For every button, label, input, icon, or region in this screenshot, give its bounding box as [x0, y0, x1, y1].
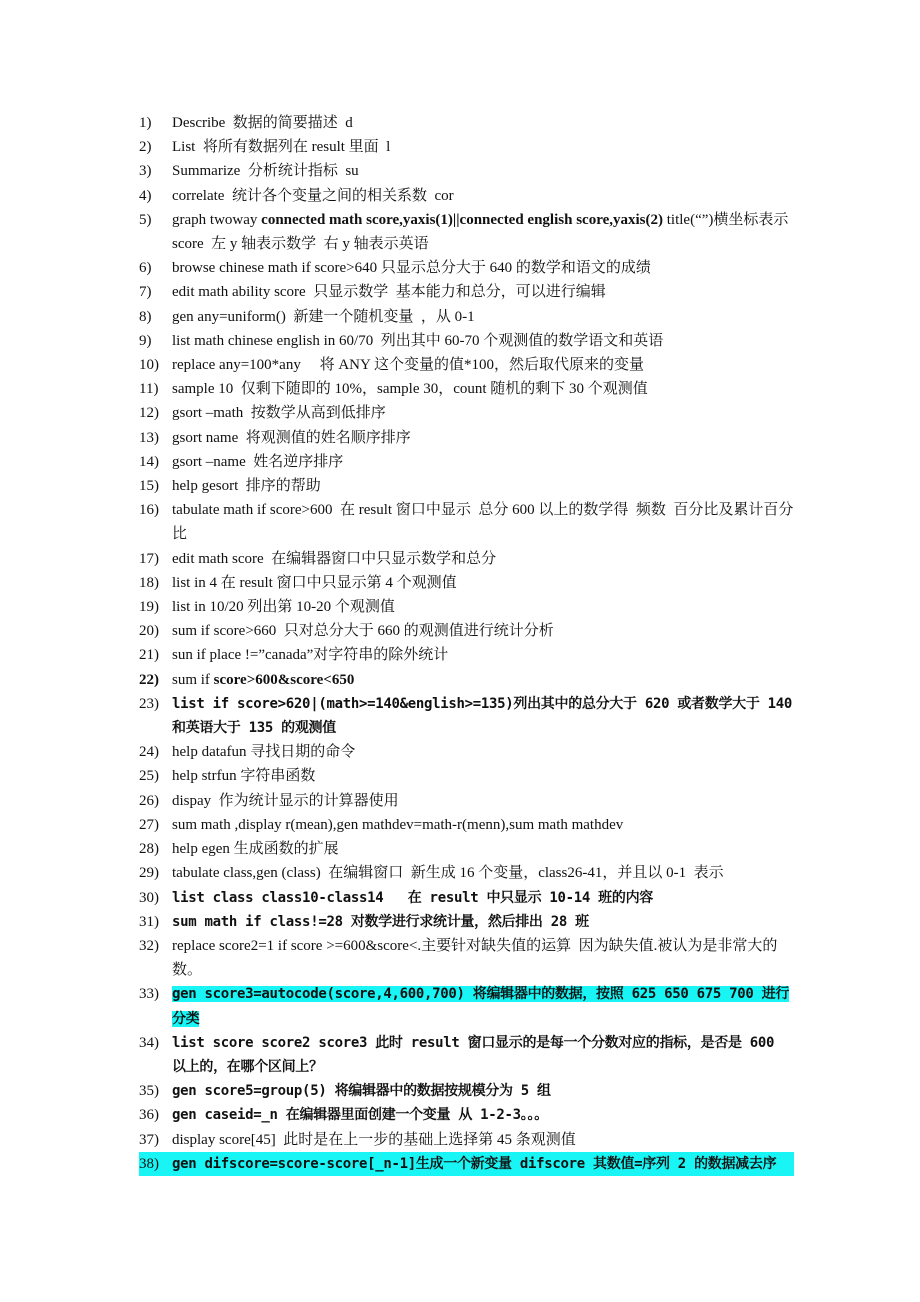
item-text [172, 619, 794, 643]
item-text [172, 377, 794, 401]
item-bold-segment: connected math score,yaxis(1)||connected english score,yaxis(2) [261, 211, 663, 228]
item-text-segment: gen score3=autocode(score,4,600,700) 将编辑器中的数据，按照 625 650 675 700 进行分类 [172, 986, 790, 1027]
item-number: 15) [139, 478, 159, 495]
list-item [139, 353, 794, 377]
item-number: 1) [139, 115, 152, 131]
list-item [139, 1128, 794, 1152]
item-number: 33) [139, 986, 159, 1003]
item-text [172, 256, 794, 280]
item-text-segment: dispay 作为统计显示的计算器使用 [172, 792, 399, 809]
item-text-segment: title(“”)横坐标表示 score 左 y 轴表示数学 右 y 轴表示英语 [172, 211, 793, 253]
command-list [139, 111, 801, 1176]
item-text [172, 426, 794, 450]
item-text [172, 668, 794, 692]
item-text-segment: help egen 生成函数的扩展 [172, 841, 339, 858]
item-text-segment: sum if [172, 671, 214, 688]
list-item [139, 982, 794, 1030]
item-number: 9) [139, 332, 152, 349]
list-item [139, 789, 794, 813]
item-text [172, 813, 794, 837]
item-text [172, 401, 794, 425]
item-text [172, 547, 794, 571]
list-item [139, 1031, 794, 1079]
item-text [172, 764, 794, 788]
list-item [139, 1152, 794, 1176]
item-text [172, 934, 794, 982]
item-text-segment: list class class10-class14 在 result 中只显示 10-14 班的内容 [172, 889, 653, 906]
item-text [172, 692, 801, 740]
item-text-segment: list in 10/20 列出第 10-20 个观测值 [172, 599, 395, 616]
item-text [172, 1079, 794, 1103]
item-number: 16) [139, 502, 159, 519]
list-item [139, 910, 794, 934]
item-text [172, 740, 794, 764]
list-item [139, 740, 794, 764]
item-text [172, 353, 794, 377]
item-number: 13) [139, 429, 159, 446]
item-text [172, 208, 794, 256]
list-item [139, 426, 794, 450]
item-number: 10) [139, 357, 159, 374]
item-text-segment: gen score5=group(5) 将编辑器中的数据按规模分为 5 组 [172, 1083, 551, 1100]
item-text-segment: tabulate math if score>600 在 result 窗口中显示 总分 600 以上的数学得 频数 百分比及累计百分比 [172, 502, 794, 543]
item-number: 2) [139, 139, 152, 156]
item-number: 21) [139, 647, 159, 664]
item-number: 36) [139, 1107, 159, 1124]
item-text-segment: sum math ,display r(mean),gen mathdev=math-r(menn),sum math mathdev [172, 816, 624, 833]
item-text-segment: gen difscore=score-score[_n-1]生成一个新变量 difscore 其数值=序列 2 的数据减去序 [172, 1155, 777, 1172]
item-text [172, 910, 794, 934]
item-number: 4) [139, 187, 152, 204]
list-item [139, 450, 794, 474]
item-text [172, 474, 794, 498]
list-item [139, 377, 794, 401]
list-item [139, 861, 794, 885]
item-text [172, 982, 794, 1030]
list-item [139, 184, 794, 208]
list-item [139, 135, 794, 159]
item-number: 31) [139, 913, 159, 930]
list-item [139, 643, 794, 667]
item-number: 6) [139, 260, 152, 277]
item-number: 38) [139, 1155, 159, 1172]
item-text-segment: gen any=uniform() 新建一个随机变量 ，从 0-1 [172, 308, 475, 325]
item-number: 27) [139, 816, 159, 833]
item-text-segment: edit math ability score 只显示数学 基本能力和总分，可以进行编辑 [172, 284, 606, 301]
item-text-segment: list in 4 在 result 窗口中只显示第 4 个观测值 [172, 574, 457, 591]
item-text-segment: display score[45] 此时是在上一步的基础上选择第 45 条观测值 [172, 1131, 576, 1148]
item-number: 22) [139, 671, 159, 688]
item-text [172, 1152, 794, 1176]
list-item [139, 474, 794, 498]
item-text-segment: gsort name 将观测值的姓名顺序排序 [172, 429, 411, 446]
item-text-segment: help gesort 排序的帮助 [172, 478, 321, 495]
list-item [139, 547, 794, 571]
item-text [172, 886, 794, 910]
item-number: 24) [139, 744, 159, 761]
list-item [139, 619, 794, 643]
item-text-segment: browse chinese math if score>640 只显示总分大于 640 的数学和语文的成绩 [172, 260, 651, 277]
item-number: 30) [139, 889, 159, 906]
item-number: 12) [139, 405, 159, 422]
list-item [139, 837, 794, 861]
item-number: 3) [139, 163, 152, 180]
item-number: 26) [139, 792, 159, 809]
list-item [139, 764, 794, 788]
item-bold-segment: score>600&score<650 [213, 671, 355, 688]
item-text-segment: Summarize 分析统计指标 su [172, 163, 359, 180]
item-text-segment: sum math if class!=28 对数学进行求统计量，然后排出 28 班 [172, 913, 589, 930]
list-item [139, 256, 794, 280]
item-text-segment: gen caseid=_n 在编辑器里面创建一个变量 从 1-2-3。。。 [172, 1107, 548, 1124]
item-number: 35) [139, 1083, 159, 1100]
item-text-segment: sample 10 仅剩下随即的 10%，sample 30，count 随机的剩下 30 个观测值 [172, 381, 648, 398]
item-text-segment: Describe 数据的简要描述 d [172, 115, 353, 131]
list-item [139, 111, 794, 135]
item-text [172, 1031, 794, 1079]
item-number: 14) [139, 453, 159, 470]
item-number: 18) [139, 574, 159, 591]
item-number: 37) [139, 1131, 159, 1148]
item-text [172, 450, 794, 474]
item-number: 23) [139, 695, 159, 712]
item-number: 32) [139, 937, 159, 954]
item-number: 20) [139, 623, 159, 640]
list-item [139, 692, 801, 740]
list-item [139, 595, 794, 619]
list-item [139, 401, 794, 425]
item-text-segment: tabulate class,gen (class) 在编辑窗口 新生成 16 个变量，class26-41，并且以 0-1 表示 [172, 865, 724, 882]
item-text [172, 837, 794, 861]
item-text-segment: list score score2 score3 此时 result 窗口显示的是每一个分数对应的指标，是否是 600 以上的，在哪个区间上？ [172, 1034, 783, 1075]
list-item [139, 208, 794, 256]
item-text [172, 643, 794, 667]
item-text-segment: correlate 统计各个变量之间的相关系数 cor [172, 187, 454, 204]
list-item [139, 571, 794, 595]
item-text [172, 498, 794, 546]
item-text-segment: replace any=100*any 将 ANY 这个变量的值*100，然后取代原来的变量 [172, 357, 645, 374]
item-text-segment: replace score2=1 if score >=600&score<.主要针对缺失值的运算 因为缺失值.被认为是非常大的数。 [172, 937, 778, 979]
item-text [172, 595, 794, 619]
item-text-segment: help strfun 字符串函数 [172, 768, 316, 785]
item-number: 29) [139, 865, 159, 882]
item-text-segment: sun if place !=”canada”对字符串的除外统计 [172, 647, 449, 664]
item-text [172, 184, 794, 208]
list-item [139, 886, 794, 910]
item-text [172, 789, 794, 813]
item-text [172, 159, 794, 183]
item-text-segment: graph twoway [172, 211, 262, 228]
item-text [172, 571, 794, 595]
item-number: 5) [139, 211, 152, 228]
item-text-segment: sum if score>660 只对总分大于 660 的观测值进行统计分析 [172, 623, 554, 640]
item-text-segment: help datafun 寻找日期的命令 [172, 744, 356, 761]
list-item [139, 159, 794, 183]
list-item [139, 668, 794, 692]
list-item [139, 329, 794, 353]
item-text [172, 329, 794, 353]
item-text [172, 1128, 794, 1152]
item-text [172, 280, 794, 304]
item-number: 7) [139, 284, 152, 301]
item-text-segment: edit math score 在编辑器窗口中只显示数学和总分 [172, 550, 497, 567]
item-text [172, 1103, 794, 1127]
item-text-segment: list if score>620|(math>=140&english>=135)列出其中的总分大于 620 或者数学大于 140 和英语大于 135 的观测值 [172, 695, 801, 737]
list-item [139, 305, 794, 329]
item-number: 17) [139, 550, 159, 567]
item-number: 19) [139, 599, 159, 616]
item-number: 8) [139, 308, 152, 325]
item-text [172, 135, 794, 159]
item-number: 11) [139, 381, 159, 398]
list-item [139, 498, 794, 546]
item-text-segment: gsort –name 姓名逆序排序 [172, 453, 344, 470]
item-text-segment: list math chinese english in 60/70 列出其中 60-70 个观测值的数学语文和英语 [172, 332, 664, 349]
list-item [139, 280, 794, 304]
list-item [139, 1079, 794, 1103]
item-text-segment: gsort –math 按数学从高到低排序 [172, 405, 386, 422]
item-text-segment: List 将所有数据列在 result 里面 l [172, 139, 391, 156]
item-number: 34) [139, 1034, 159, 1051]
list-item [139, 813, 794, 837]
list-item [139, 1103, 794, 1127]
item-number: 28) [139, 841, 159, 858]
list-item [139, 934, 794, 982]
item-text [172, 861, 794, 885]
item-number: 25) [139, 768, 159, 785]
item-text [172, 305, 794, 329]
item-text [172, 111, 794, 135]
